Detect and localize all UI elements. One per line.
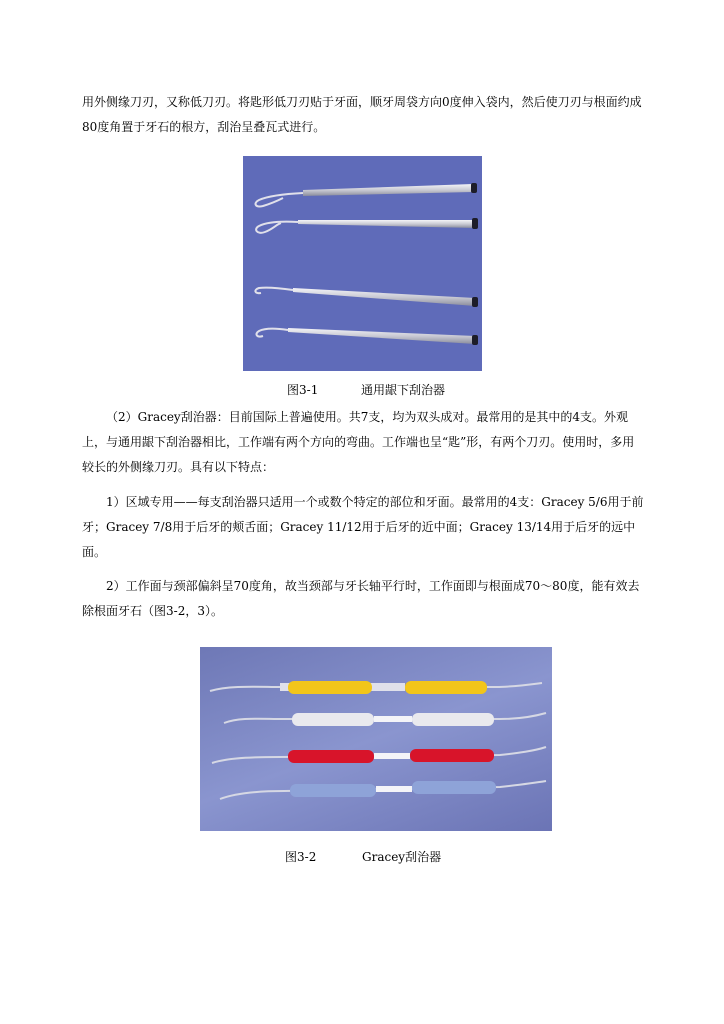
handle-blue-right [412, 781, 496, 794]
handle-white-right [412, 713, 494, 726]
figure-3-2-caption: Gracey刮治器 [362, 850, 442, 864]
handle-yellow-left [288, 681, 372, 694]
handle-yellow-right [405, 681, 487, 694]
handle-white-left [292, 713, 374, 726]
gracey-curette-illustration [200, 647, 552, 831]
universal-curette-illustration [243, 156, 482, 371]
figure-3-1-number: 图3-1 [287, 383, 319, 397]
instrument-3-tip [255, 288, 293, 294]
instrument-1-tip [256, 193, 303, 206]
figure-3-1-caption: 通用龈下刮治器 [361, 383, 446, 397]
paragraph-feature-2: 2）工作面与颈部偏斜呈70度角，故当颈部与牙长轴平行时，工作面即与根面成70～80度，能有效去除根面牙石（图3-2，3）。 [82, 579, 640, 618]
figure-3-2-number: 图3-2 [285, 850, 317, 864]
figure-3-2-photo [200, 647, 552, 831]
paragraph-intro: 用外侧缘刀刃，又称低刀刃。将匙形低刀刃贴于牙面，顺牙周袋方向0度伸入袋内，然后使刀刃与根面约成80度角置于牙石的根方，刮治呈叠瓦式进行。 [82, 95, 642, 134]
instrument-3-handle [293, 288, 475, 306]
paragraph-feature-1: 1）区域专用——每支刮治器只适用一个或数个特定的部位和牙面。最常用的4支：Gracey 5/6用于前牙；Gracey 7/8用于后牙的颊舌面；Gracey 11/12用于后牙的近中面；Gracey 13/14用于后牙的远中面。 [82, 495, 644, 559]
paragraph-gracey-intro: （2）Gracey刮治器：目前国际上普遍使用。共7支，均为双头成对。最常用的是其中的4支。外观上，与通用龈下刮治器相比，工作端有两个方向的弯曲。工作端也呈“匙”形，有两个刀刃。使用时，多用较长的外侧缘刀刃。具有以下特点： [82, 410, 635, 474]
handle-red-right [410, 749, 494, 762]
instrument-2-handle [298, 220, 475, 228]
instrument-2-tip [256, 222, 298, 233]
instrument-4-handle [288, 328, 475, 344]
figure-3-1-photo [243, 156, 482, 371]
handle-red-left [288, 750, 374, 763]
handle-blue-left [290, 784, 376, 797]
instrument-1-handle [303, 184, 473, 196]
instrument-4-tip [256, 329, 288, 337]
